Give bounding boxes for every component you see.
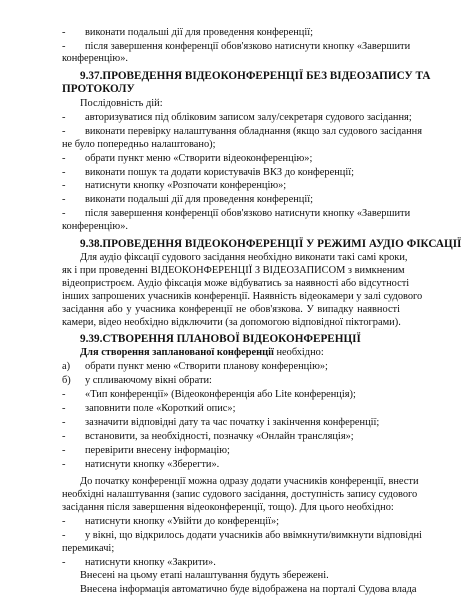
list-item: виконати пошук та додати користувачів ВКЗ до конференції; xyxy=(85,167,354,178)
list-item: виконати подальші дії для проведення конференції; xyxy=(85,27,314,38)
list-marker-b: б) xyxy=(62,375,71,386)
paragraph: До початку конференції можна одразу додати учасників конференції, внести xyxy=(80,476,419,487)
bullet-marker: - xyxy=(62,153,66,164)
bullet-marker: - xyxy=(62,167,66,178)
list-item: після завершення конференції обов'язково натиснути кнопку «Завершити xyxy=(85,41,411,52)
paragraph-line: засідання після завершення відеоконференції, тощо). Для цього необхідно: xyxy=(62,502,394,513)
paragraph: Для аудіо фіксації судового засідання необхідно виконати такі самі кроки, xyxy=(80,252,408,263)
list-item: обрати пункт меню «Створити відеоконференцію»; xyxy=(85,153,313,164)
bullet-marker: - xyxy=(62,417,66,428)
list-item: виконати перевірку налаштування обладнання (якщо зал судового засідання xyxy=(85,126,422,137)
bullet-marker: - xyxy=(62,126,66,137)
paragraph-line: необхідні налаштування (запис судового засідання, доступність запису судового xyxy=(62,489,418,500)
paragraph-line: відеопристроєм. Аудіо фіксація може відбуватись за наявності або відсутності xyxy=(62,278,410,289)
list-item: встановити, за необхідності, позначку «Онлайн трансляція»; xyxy=(85,431,354,442)
paragraph-line: як і при проведенні ВІДЕОКОНФЕРЕНЦІЇ З ВІДЕОЗАПИСОМ з вимкненим xyxy=(62,265,405,276)
list-item: натиснути кнопку «Зберегти». xyxy=(85,459,220,470)
list-item: заповнити поле «Короткий опис»; xyxy=(85,403,236,414)
bullet-marker: - xyxy=(62,112,66,123)
list-item: натиснути кнопку «Розпочати конференцію»; xyxy=(85,180,287,191)
bullet-marker: - xyxy=(62,194,66,205)
text: необхідно: xyxy=(273,347,324,358)
bullet-marker: - xyxy=(62,403,66,414)
list-item: обрати пункт меню «Створити планову конференцію»; xyxy=(85,361,328,372)
bullet-marker: - xyxy=(62,180,66,191)
section-title: 9.38.ПРОВЕДЕННЯ ВІДЕОКОНФЕРЕНЦІЇ У РЕЖИМІ АУДІО ФІКСАЦІЇ xyxy=(80,238,461,250)
bullet-marker: - xyxy=(62,516,66,527)
section-title: 9.39.СТВОРЕННЯ ПЛАНОВОЇ ВІДЕОКОНФЕРЕНЦІЇ xyxy=(80,333,361,345)
list-item: у спливаючому вікні обрати: xyxy=(85,375,212,386)
paragraph-line: інших запрошених учасників конференції. Наявність відеокамери у залі судового xyxy=(62,291,423,302)
bullet-marker: - xyxy=(62,557,66,568)
section-title-cont: ПРОТОКОЛУ xyxy=(62,83,135,95)
list-marker-a: а) xyxy=(62,361,71,372)
bullet-marker: - xyxy=(62,27,66,38)
list-item: зазначити відповідні дату та час початку і закінчення конференції; xyxy=(85,417,380,428)
bullet-marker: - xyxy=(62,459,66,470)
paragraph-line: засідання або у учасника конференції не обов'язкова. У випадку наявності xyxy=(62,304,400,315)
list-item: після завершення конференції обов'язково натиснути кнопку «Завершити xyxy=(85,208,411,219)
paragraph: Внесені на цьому етапі налаштування будуть збережені. xyxy=(80,570,329,581)
paragraph-line: камери, відео необхідно відключити (за допомогою відповідної піктограми). xyxy=(62,317,401,328)
list-item: авторизуватися під обліковим записом залу/секретаря судового засідання; xyxy=(85,112,412,123)
list-item-cont: конференцію». xyxy=(62,53,128,64)
list-item: у вікні, що відкрилось додати учасників або ввімкнути/вимкнути відповідні xyxy=(85,530,422,541)
paragraph xyxy=(80,347,400,359)
list-item: натиснути кнопку «Закрити». xyxy=(85,557,216,568)
bullet-marker: - xyxy=(62,389,66,400)
list-item: перевірити внесену інформацію; xyxy=(85,445,230,456)
bullet-marker: - xyxy=(62,41,66,52)
bold-text: Для створення запланованої конференції xyxy=(80,347,274,358)
list-item: натиснути кнопку «Увійти до конференції»; xyxy=(85,516,280,527)
bullet-marker: - xyxy=(62,530,66,541)
list-item: виконати подальші дії для проведення конференції; xyxy=(85,194,314,205)
paragraph: Внесена інформація автоматично буде відображена на порталі Судова влада xyxy=(80,584,417,595)
bullet-marker: - xyxy=(62,208,66,219)
bullet-marker: - xyxy=(62,445,66,456)
list-item-cont: не було попередньо налаштовано); xyxy=(62,139,216,150)
bullet-marker: - xyxy=(62,431,66,442)
section-title: 9.37.ПРОВЕДЕННЯ ВІДЕОКОНФЕРЕНЦІЇ БЕЗ ВІДЕОЗАПИСУ ТА xyxy=(80,70,431,82)
paragraph: Послідовність дій: xyxy=(80,98,163,109)
list-item-cont: перемикачі; xyxy=(62,543,115,554)
list-item: «Тип конференції» (Відеоконференція або Lite конференція); xyxy=(85,389,356,400)
list-item-cont: конференцію». xyxy=(62,221,128,232)
